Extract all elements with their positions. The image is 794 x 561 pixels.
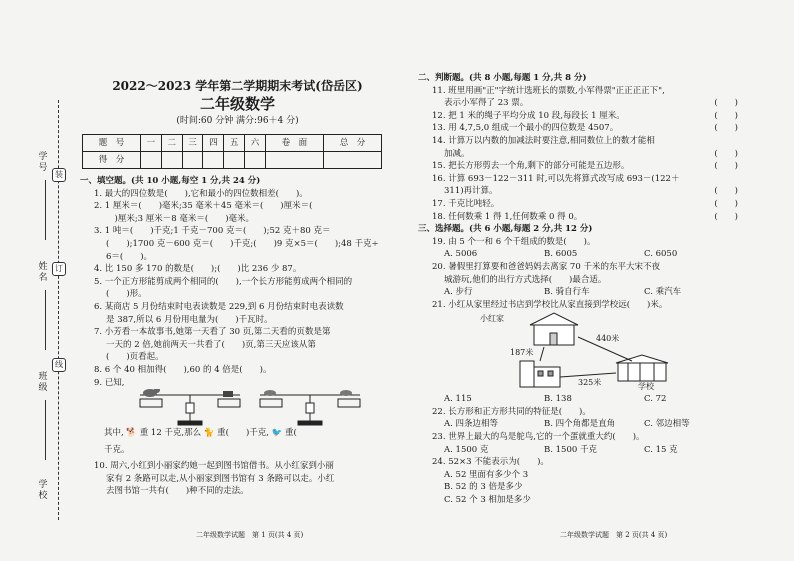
option-b[interactable]: B. 骑自行车 (544, 287, 590, 298)
option-b[interactable]: B. 52 的 3 倍是多少 (444, 482, 523, 493)
question-1: 1. 最大的四位数是( ),它和最小的四位数相差( )。 (94, 188, 308, 199)
score-header-cell: 六 (245, 135, 266, 152)
answer-paren[interactable]: ( ) (714, 148, 738, 159)
score-header-cell: 二 (161, 135, 182, 152)
score-cell[interactable] (323, 152, 381, 169)
option-b[interactable]: B. 6005 (544, 249, 578, 260)
question-2-line2: )厘米;3 厘米－8 毫米＝( )毫米。 (106, 213, 255, 224)
score-header-cell: 五 (224, 135, 245, 152)
score-table (82, 134, 382, 169)
question-21-options (418, 393, 738, 406)
binding-dashed-line (58, 100, 59, 520)
score-header-cell: 题 号 (83, 135, 141, 152)
footer-left: 二年级数学试题 第 1 页(共 4 页) (196, 531, 304, 539)
question-22-options (418, 418, 738, 431)
margin-label-school: 学校 (38, 480, 48, 501)
question-9: 9. 已知, (94, 377, 125, 388)
question-18: 18. 任何数乘 1 得 1,任何数乘 0 得 0。 ( ) (432, 211, 738, 222)
binding-marker-xian: 线 (52, 358, 66, 372)
score-header-cell: 一 (141, 135, 162, 152)
section1-heading: 一、填空题。(共 10 小题,每空 1 分,共 24 分) (80, 176, 261, 186)
question-24: 24. 52×3 不能表示为( )。 (432, 457, 549, 468)
right-column (418, 72, 738, 507)
answer-paren[interactable]: ( ) (714, 211, 738, 222)
answer-paren[interactable]: ( ) (714, 110, 738, 121)
score-row-label: 得 分 (83, 152, 141, 169)
option-a[interactable]: A. 1500 克 (444, 444, 489, 455)
question-6-line1: 6. 某商店 5 月份结束时电表读数是 229,到 6 月份结束时电表读数 (94, 301, 344, 312)
house-icon (530, 313, 578, 345)
question-9-answer-line: 其中, 🐕 重 12 千克,那么 🐈 重( )千克, 🐦 重( (104, 428, 297, 439)
weight-icon (223, 391, 233, 397)
label-home: 小红家 (480, 314, 504, 324)
question-7-line2: 一天的 2 倍,她前两天一共看了( )页,第三天应该从第 (106, 339, 316, 350)
score-cell[interactable] (203, 152, 224, 169)
question-5-line2: ( )形。 (106, 289, 147, 300)
question-15: 15. 把长方形剪去一个角,剩下的部分可能是五边形。 ( ) (432, 161, 738, 172)
question-8: 8. 6 个 40 相加得( ),60 的 4 倍是( )。 (94, 364, 272, 375)
question-19: 19. 由 5 个一和 6 个千组成的数是( )。 (432, 236, 596, 247)
section3-heading: 三、选择题。(共 6 小题,每题 2 分,共 12 分) (418, 224, 593, 235)
school-icon (616, 355, 668, 381)
question-19-options (418, 248, 738, 261)
question-12: 12. 把 1 米的绳子平均分成 10 段,每段长 1 厘米。 ( ) (432, 110, 738, 121)
answer-paren[interactable]: ( ) (714, 198, 738, 209)
question-14-line1: 14. 计算万以内数的加减法时要注意,相同数位上的数才能相 (432, 135, 655, 146)
answer-paren[interactable]: ( ) (714, 186, 738, 197)
label-distance-home-school: 440米 (596, 334, 620, 344)
question-5-line1: 5. 一个正方形能剪成两个相同的( ),一个长方形能剪成两个相同的 (94, 276, 353, 287)
answer-paren[interactable]: ( ) (714, 123, 738, 134)
exam-title: 2022～2023 学年第二学期期末考试(岱岳区) (112, 79, 363, 93)
question-10-line3: 去图书馆一共有( )种不同的走法。 (106, 486, 249, 497)
score-cell[interactable] (161, 152, 182, 169)
option-c[interactable]: C. 乘汽车 (644, 287, 682, 298)
question-10-line2: 家有 2 条路可以走,从小丽家到图书馆有 3 条路可以走。小红 (106, 473, 335, 484)
question-13: 13. 用 4,7,5,0 组成一个最小的四位数是 4507。 ( ) (432, 123, 738, 134)
section2-heading: 二、判断题。(共 8 小题,每题 1 分,共 8 分) (418, 73, 587, 83)
option-c[interactable]: C. 15 克 (644, 444, 678, 455)
margin-line (45, 290, 46, 350)
score-header-cell: 卷 面 (265, 135, 323, 152)
question-3-line3: 6＝( )。 (106, 251, 153, 262)
question-20-options (418, 286, 738, 299)
question-3-line1: 3. 1 吨＝( )千克;1 千克－700 克＝( );52 克＋80 克＝ (94, 226, 331, 237)
question-14-line2: 加减。 ( ) (444, 148, 738, 159)
label-distance-home-bookstore: 187米 (510, 348, 534, 358)
score-cell[interactable] (245, 152, 266, 169)
score-cell[interactable] (141, 152, 162, 169)
score-table-score-row (83, 152, 382, 169)
question-21: 21. 小红从家里经过书店到学校比从家直接到学校远( )米。 (432, 299, 668, 310)
question-23-options (418, 444, 738, 457)
balance-scale-icon (260, 395, 360, 425)
question-6-line2: 是 387,所以 6 月份用电量为( )千瓦时。 (106, 314, 273, 325)
bird-icon: 🐦 (271, 428, 283, 439)
dog-icon: 🐕 (126, 428, 137, 439)
left-column (80, 72, 395, 498)
option-c[interactable]: C. 6050 (644, 249, 678, 260)
option-b[interactable]: B. 138 (544, 394, 572, 405)
question-20-line1: 20. 暑假里打算要和爸爸妈妈去离家 70 千米的东平大宋不夜 (432, 261, 660, 272)
option-a[interactable]: A. 52 里面有多少个 3 (444, 469, 529, 480)
question-10-line1: 10. 周六,小红到小丽家约她一起到图书馆借书。从小红家到小丽 (94, 461, 334, 472)
question-16-line2: 311)再计算。 ( ) (444, 186, 738, 197)
score-header-cell: 三 (182, 135, 203, 152)
binding-margin (0, 0, 72, 561)
question-20-line2: 城游玩,他们的出行方式选择( )最合适。 (444, 274, 607, 285)
question-22: 22. 长方形和正方形共同的特征是( )。 (432, 406, 591, 417)
question-11-line2: 表示小军得了 23 票。 ( ) (444, 98, 738, 109)
footer-right: 二年级数学试题 第 2 页(共 4 页) (560, 531, 668, 539)
question-11-line1: 11. 班里用画"正"字统计选班长的票数,小军得票"正正正正下", (432, 85, 665, 96)
score-cell[interactable] (224, 152, 245, 169)
exam-subtitle: 二年级数学 (199, 95, 275, 113)
answer-paren[interactable]: ( ) (714, 161, 738, 172)
answer-paren[interactable]: ( ) (714, 98, 738, 109)
margin-label-class: 班级 (38, 372, 48, 393)
question-9-answer-tail: 千克。 (104, 444, 130, 455)
option-a[interactable]: A. 步行 (444, 287, 473, 298)
score-cell[interactable] (265, 152, 323, 169)
margin-label-name: 姓名 (38, 262, 48, 283)
question-7-line1: 7. 小芳看一本故事书,她第一天看了 30 页,第二天看的页数是第 (94, 327, 331, 338)
score-header-cell: 四 (203, 135, 224, 152)
question-17: 17. 千克比吨轻。 ( ) (432, 198, 738, 209)
binding-marker-ding: 订 (52, 262, 66, 276)
question-23: 23. 世界上最大的鸟是鸵鸟,它的一个蛋就重大约( )。 (432, 432, 645, 443)
question-16-line1: 16. 计算 693－122－311 时,可以先将算式改写成 693－(122＋ (432, 173, 680, 184)
cat-icon: 🐈 (203, 428, 215, 439)
time-info: (时间:60 分钟 满分:96＋4 分) (176, 116, 299, 126)
option-a[interactable]: A. 四条边相等 (444, 419, 499, 430)
balance-scales-figure (80, 389, 395, 427)
dog-icon (143, 389, 160, 397)
option-c[interactable]: C. 72 (644, 394, 667, 405)
margin-line (45, 400, 46, 460)
score-table-header-row (83, 135, 382, 152)
option-a[interactable]: A. 115 (444, 394, 472, 405)
option-b[interactable]: B. 1500 千克 (544, 444, 597, 455)
question-3-line2: ( );1700 克－600 克＝( )千克;( )9 克×5＝( );48 千克÷ (106, 238, 379, 249)
bookstore-icon (520, 361, 560, 387)
balance-scales-svg (80, 389, 380, 427)
option-c[interactable]: C. 邻边相等 (644, 419, 690, 430)
binding-marker-zhuang: 装 (52, 168, 66, 182)
question-7-line3: ( )页看起。 (106, 352, 164, 363)
score-cell[interactable] (182, 152, 203, 169)
question-2-line1: 2. 1 厘米＝( )毫米;35 毫米＋45 毫米＝( )厘米＝( (94, 201, 313, 212)
margin-label-student-no: 学号 (38, 152, 48, 173)
route-home-bookstore (540, 347, 544, 361)
option-c[interactable]: C. 52 个 3 相加是多少 (444, 495, 531, 506)
margin-line (45, 180, 46, 240)
label-distance-bookstore-school: 325米 (578, 378, 602, 388)
route-diagram (418, 311, 738, 393)
score-header-cell: 总 分 (323, 135, 381, 152)
option-a[interactable]: A. 5006 (444, 249, 478, 260)
question-4: 4. 比 150 多 170 的数是( );( )比 236 少 87。 (94, 264, 302, 275)
option-b[interactable]: B. 四个角都是直角 (544, 419, 616, 430)
balance-scale-icon (140, 395, 240, 425)
label-school: 学校 (638, 382, 654, 392)
